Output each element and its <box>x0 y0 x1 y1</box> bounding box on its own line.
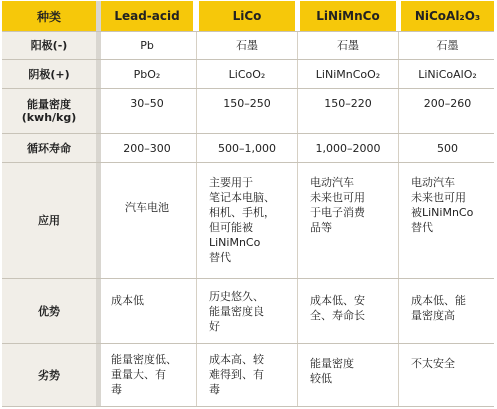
row-divider-bottom <box>2 406 494 407</box>
cell-cycle-linimnco: 1,000–2000 <box>300 134 396 162</box>
cell-anode-nicoal: 石墨 <box>401 32 494 59</box>
row-divider-1 <box>2 31 494 32</box>
cell-energy-linimnco: 150–220 <box>300 89 396 117</box>
cell-app-nicoal: 电动汽车 未来也可用 被LiNiMnCo 替代 <box>401 163 494 278</box>
battery-comparison-table <box>2 1 494 407</box>
cell-adv-lead-acid: 成本低 <box>101 279 193 343</box>
cell-anode-lead-acid: Pb <box>101 32 193 59</box>
row-divider-3 <box>2 88 494 89</box>
row-divider-6 <box>2 278 494 279</box>
cell-energy-lico: 150–250 <box>199 89 295 117</box>
cell-energy-filler-3 <box>300 117 396 133</box>
cell-energy-nicoal: 200–260 <box>401 89 494 117</box>
row-label-cycle-life: 循环寿命 <box>2 134 96 162</box>
cell-anode-linimnco: 石墨 <box>300 32 396 59</box>
cell-energy-lead-acid: 30–50 <box>101 89 193 117</box>
cell-cathode-linimnco: LiNiMnCoO₂ <box>300 60 396 88</box>
cell-dis-linimnco: 能量密度 较低 <box>300 344 396 407</box>
cell-app-linimnco: 电动汽车 未来也可用 于电子消费 品等 <box>300 163 396 278</box>
row-label-energy-density: 能量密度 (kwh/kg) <box>2 89 96 133</box>
cell-adv-linimnco: 成本低、安 全、寿命长 <box>300 279 396 343</box>
header-lico: LiCo <box>199 1 295 31</box>
cell-cathode-nicoal: LiNiCoAlO₂ <box>401 60 494 88</box>
header-lead-acid: Lead-acid <box>101 1 193 31</box>
cell-adv-lico: 历史悠久、 能量密度良 好 <box>199 279 295 343</box>
row-label-disadvantages: 劣势 <box>2 344 96 407</box>
row-label-anode: 阳极(-) <box>2 32 96 59</box>
row-label-advantages: 优势 <box>2 279 96 343</box>
row-divider-2 <box>2 59 494 60</box>
cell-energy-filler-4 <box>401 117 494 133</box>
cell-adv-nicoal: 成本低、能 量密度高 <box>401 279 494 343</box>
cell-cycle-lead-acid: 200–300 <box>101 134 193 162</box>
row-label-application: 应用 <box>2 163 96 278</box>
row-divider-5 <box>2 162 494 163</box>
row-divider-4 <box>2 133 494 134</box>
cell-cathode-lead-acid: PbO₂ <box>101 60 193 88</box>
cell-energy-filler-2 <box>199 117 295 133</box>
row-divider-7 <box>2 343 494 344</box>
row-label-cathode: 阴极(+) <box>2 60 96 88</box>
cell-dis-nicoal: 不太安全 <box>401 344 494 407</box>
cell-app-filler <box>101 251 193 278</box>
header-nicoal2o3: NiCoAl₂O₃ <box>401 1 494 31</box>
cell-app-lead-acid: 汽车电池 <box>101 163 193 251</box>
cell-energy-filler-1 <box>101 117 193 133</box>
cell-cycle-lico: 500–1,000 <box>199 134 295 162</box>
cell-dis-lico: 成本高、较 难得到、有 毒 <box>199 344 295 407</box>
cell-app-lico: 主要用于 笔记本电脑、 相机、手机， 但可能被 LiNiMnCo 替代 <box>199 163 295 278</box>
col-shadow-1 <box>96 1 101 407</box>
cell-cathode-lico: LiCoO₂ <box>199 60 295 88</box>
header-type: 种类 <box>2 1 96 31</box>
header-linimnco: LiNiMnCo <box>300 1 396 31</box>
cell-cycle-nicoal: 500 <box>401 134 494 162</box>
cell-dis-lead-acid: 能量密度低、 重量大、有 毒 <box>101 344 193 407</box>
cell-anode-lico: 石墨 <box>199 32 295 59</box>
